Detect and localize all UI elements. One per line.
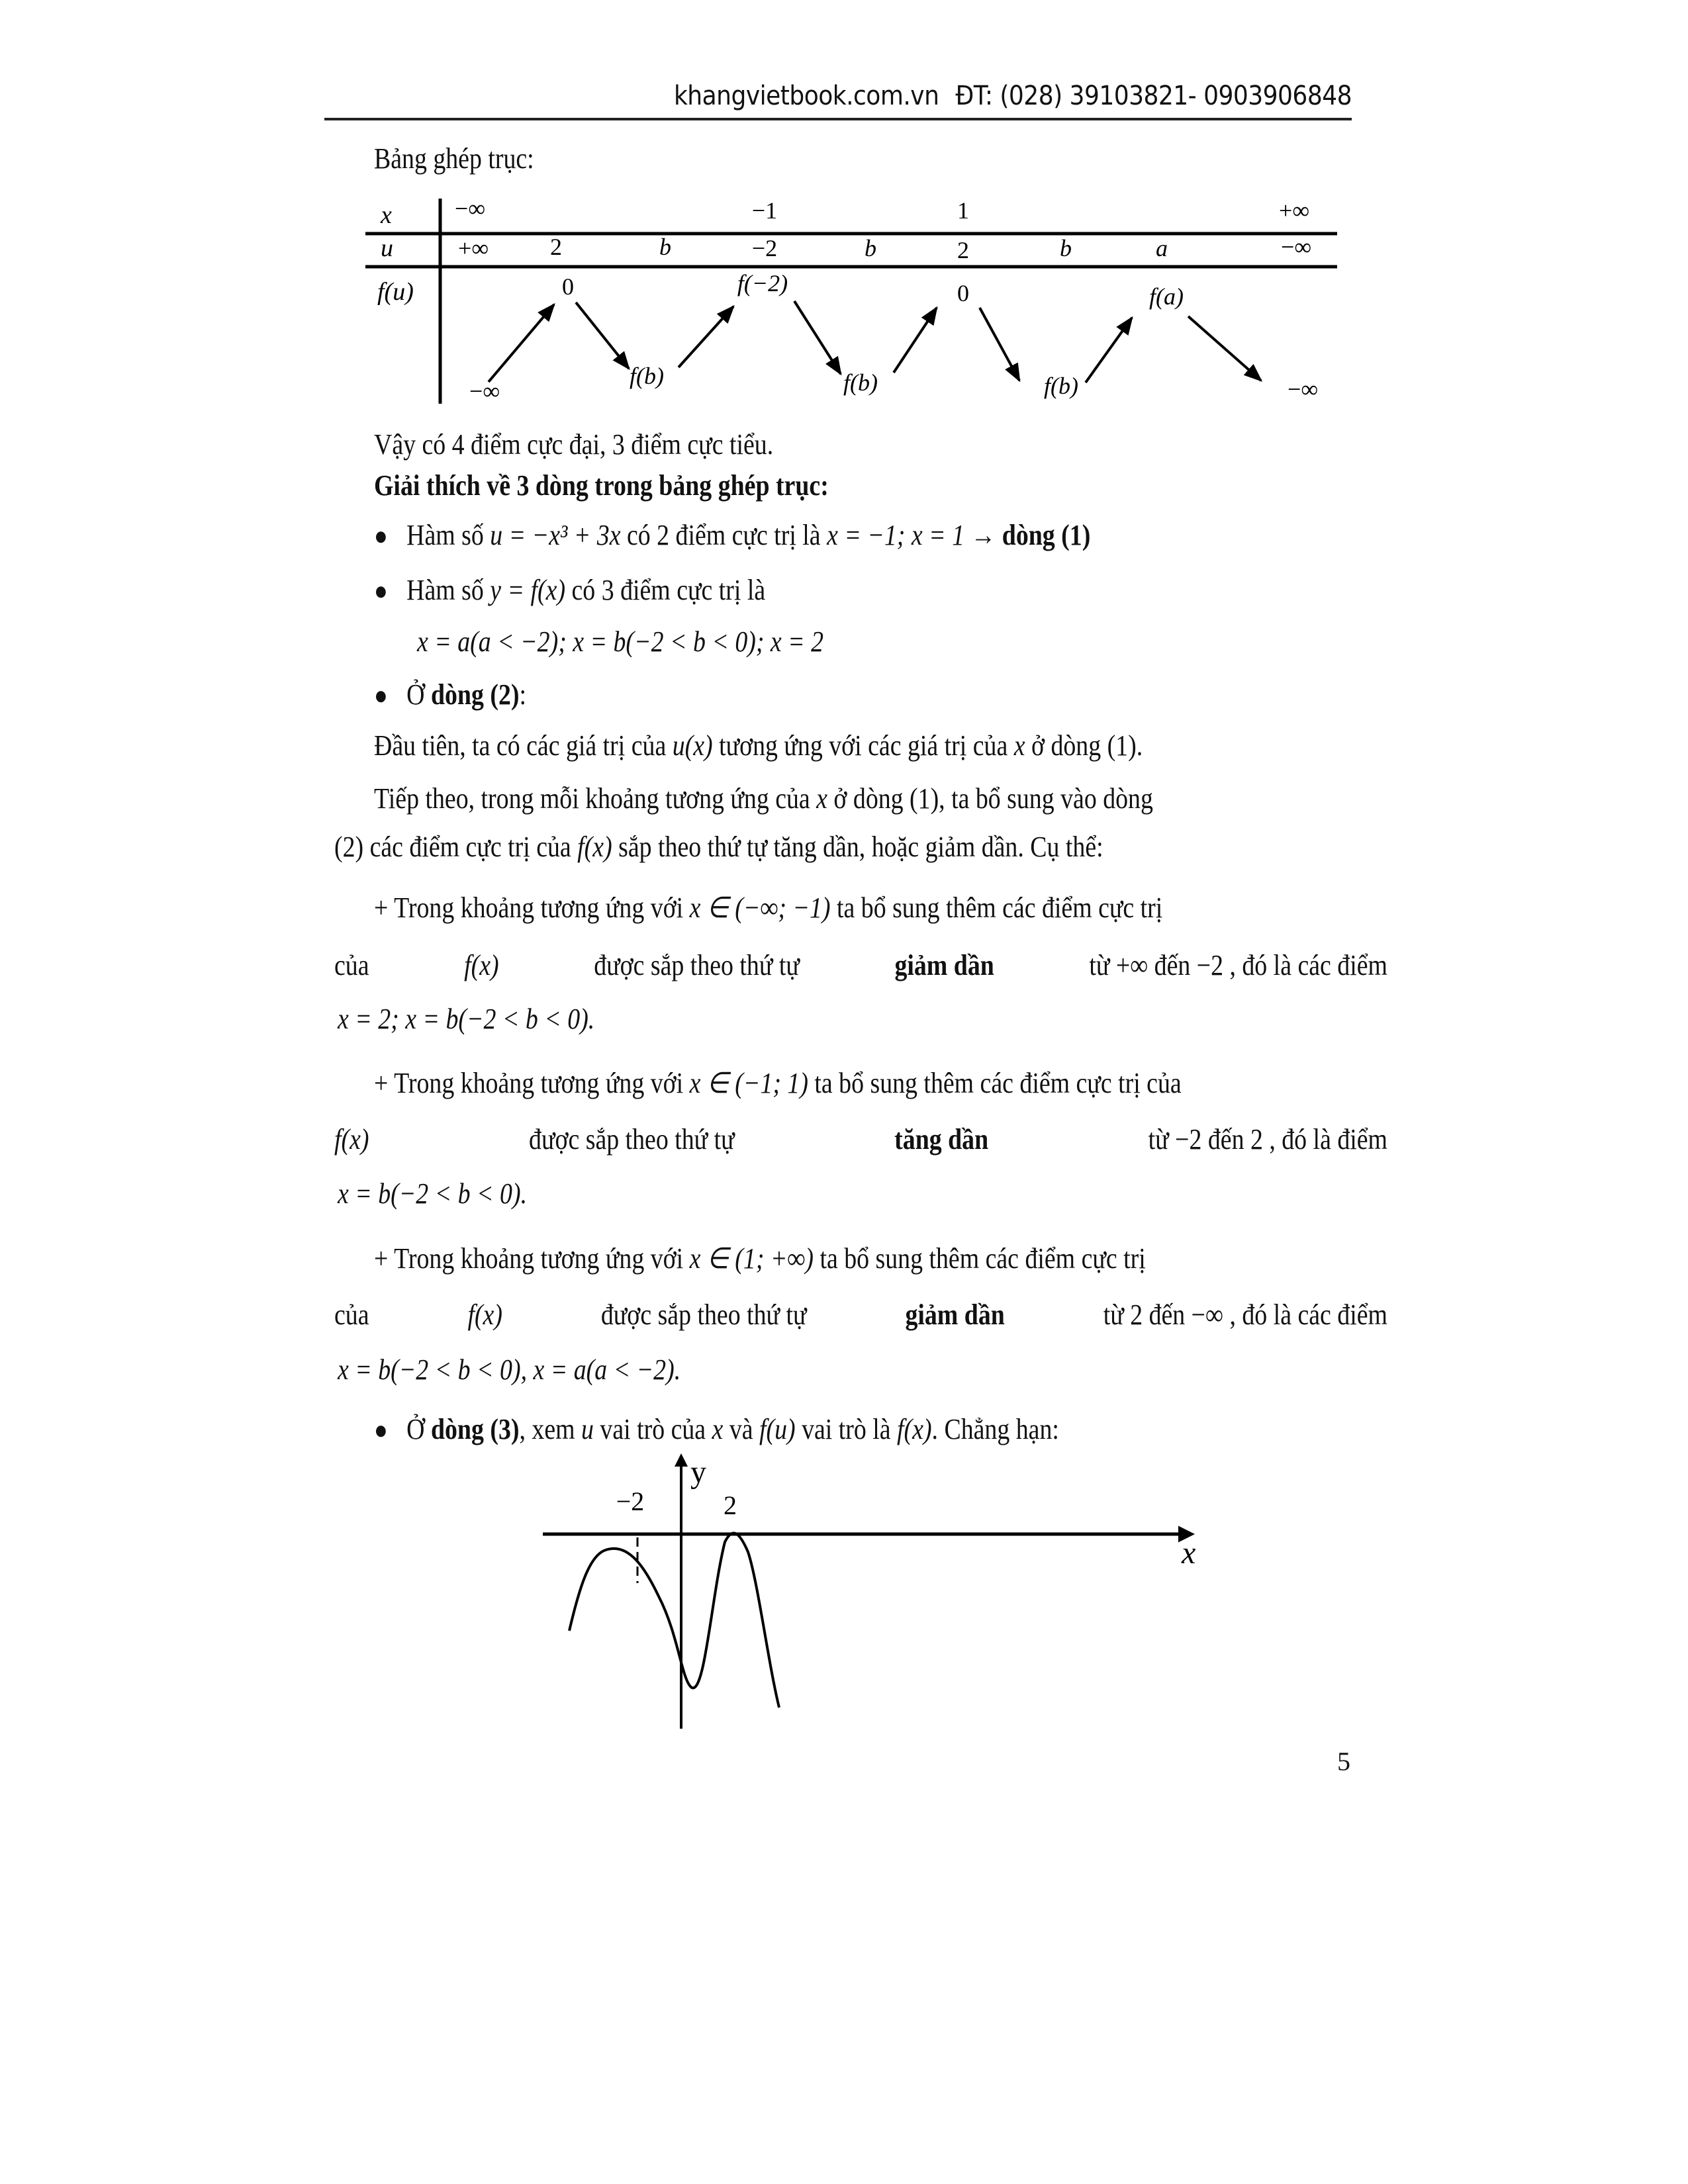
function-graph (530, 1443, 1225, 1747)
section-title: Bảng ghép trục: (374, 142, 534, 175)
arrow-up (679, 306, 733, 367)
case-2-line-1: + Trong khoảng tương ứng với x ∈ (−1; 1) ta bổ sung thêm các điểm cực trị của (374, 1067, 1182, 1099)
x-val: −1 (751, 197, 778, 224)
bullet-2: ● Hàm số y = f(x) có 3 điểm cực trị là (374, 574, 766, 606)
fu-peak: f(−2) (737, 270, 788, 296)
tick-label-neg2: −2 (616, 1486, 645, 1516)
bullet-2-values: x = a(a < −2); x = b(−2 < b < 0); x = 2 (417, 625, 824, 658)
x-axis-label: x (1182, 1535, 1196, 1570)
case-1-line-3: x = 2; x = b(−2 < b < 0). (338, 1003, 595, 1035)
fu-peak: 0 (957, 280, 969, 306)
tick-label-2: 2 (724, 1490, 737, 1520)
u-val: b (659, 234, 671, 260)
paragraph-2-line-2: (2) các điểm cực trị của f(x) sắp theo thứ tự tăng dần, hoặc giảm dần. Cụ thể: (334, 831, 1103, 863)
y-axis-label: y (690, 1455, 706, 1490)
variation-table (357, 189, 1350, 414)
x-val: +∞ (1279, 197, 1309, 224)
arrow-down (1188, 316, 1261, 381)
math-critical-x: x = −1; x = 1 (827, 519, 965, 551)
u-val: b (865, 235, 876, 261)
u-val: 2 (550, 234, 562, 260)
curve (569, 1533, 779, 1707)
bullet-dot: ● (374, 521, 388, 551)
case-1-line-1: + Trong khoảng tương ứng với x ∈ (−∞; −1) ta bổ sung thêm các điểm cực trị (374, 891, 1163, 924)
arrow-up (894, 308, 937, 373)
case-3-line-3: x = b(−2 < b < 0), x = a(a < −2). (338, 1353, 681, 1386)
page-header (674, 81, 1352, 111)
u-val: a (1156, 235, 1168, 261)
math-u-def: u = −x³ + 3x (490, 519, 621, 551)
fu-trough: −∞ (1288, 376, 1318, 402)
bullet-dot: ● (374, 680, 388, 710)
case-1-line-2: của f(x) được sắp theo thứ tự giảm dần từ +∞ đến −2 , đó là các điểm (334, 949, 1387, 981)
header-rule (324, 118, 1352, 120)
row-label-u: u (381, 234, 393, 262)
conclusion: Vậy có 4 điểm cực đại, 3 điểm cực tiểu. (374, 428, 774, 461)
math-y-fx: y = f(x) (490, 574, 566, 606)
u-val: +∞ (458, 235, 489, 261)
paragraph-2-line-1: Tiếp theo, trong mỗi khoảng tương ứng của x ở dòng (1), ta bổ sung vào dòng (374, 782, 1153, 815)
row-label-x: x (381, 201, 392, 229)
header-site: khangvietbook.com.vn (673, 81, 939, 111)
bullet-3: ● Ở dòng (2): (374, 678, 526, 711)
u-val: 2 (957, 237, 969, 263)
explain-title: Giải thích về 3 dòng trong bảng ghép trục: (374, 469, 829, 502)
x-val: −∞ (455, 195, 485, 222)
fu-trough: f(b) (630, 363, 664, 389)
paragraph-1: Đầu tiên, ta có các giá trị của u(x) tương ứng với các giá trị của x ở dòng (1). (374, 729, 1143, 762)
arrow-up (489, 304, 554, 382)
bullet-1: ● Hàm số u = −x³ + 3x có 2 điểm cực trị là x = −1; x = 1 → dòng (1) (374, 519, 1091, 551)
u-val: −2 (751, 235, 778, 261)
fu-peak: 0 (562, 273, 574, 300)
arrow-up (1086, 318, 1132, 383)
header-phone: ĐT: (028) 39103821- 0903906848 (955, 81, 1352, 111)
case-3-line-1: + Trong khoảng tương ứng với x ∈ (1; +∞) ta bổ sung thêm các điểm cực trị (374, 1242, 1146, 1275)
fu-peak: f(a) (1149, 283, 1184, 310)
bullet-dot: ● (374, 1415, 388, 1445)
bullet-4: ● Ở dòng (3), xem u vai trò của x và f(u) vai trò là f(x). Chẳng hạn: (374, 1413, 1059, 1445)
fu-trough: −∞ (469, 378, 500, 404)
case-2-line-2: f(x) được sắp theo thứ tự tăng dần từ −2 đến 2 , đó là điểm (334, 1123, 1387, 1156)
u-val: −∞ (1281, 234, 1311, 260)
arrow-down (576, 302, 629, 369)
fu-trough: f(b) (843, 369, 878, 396)
case-2-line-3: x = b(−2 < b < 0). (338, 1177, 528, 1210)
case-3-line-2: của f(x) được sắp theo thứ tự giảm dần từ 2 đến −∞ , đó là các điểm (334, 1298, 1387, 1331)
x-val: 1 (957, 197, 969, 224)
arrow-down (980, 308, 1019, 381)
bullet-dot: ● (374, 576, 388, 606)
fu-trough: f(b) (1044, 373, 1078, 399)
u-val: b (1060, 235, 1072, 261)
page-number: 5 (1337, 1747, 1350, 1776)
row-label-fu: f(u) (377, 278, 414, 306)
arrow-icon: → (970, 519, 996, 551)
arrow-down (794, 301, 841, 374)
